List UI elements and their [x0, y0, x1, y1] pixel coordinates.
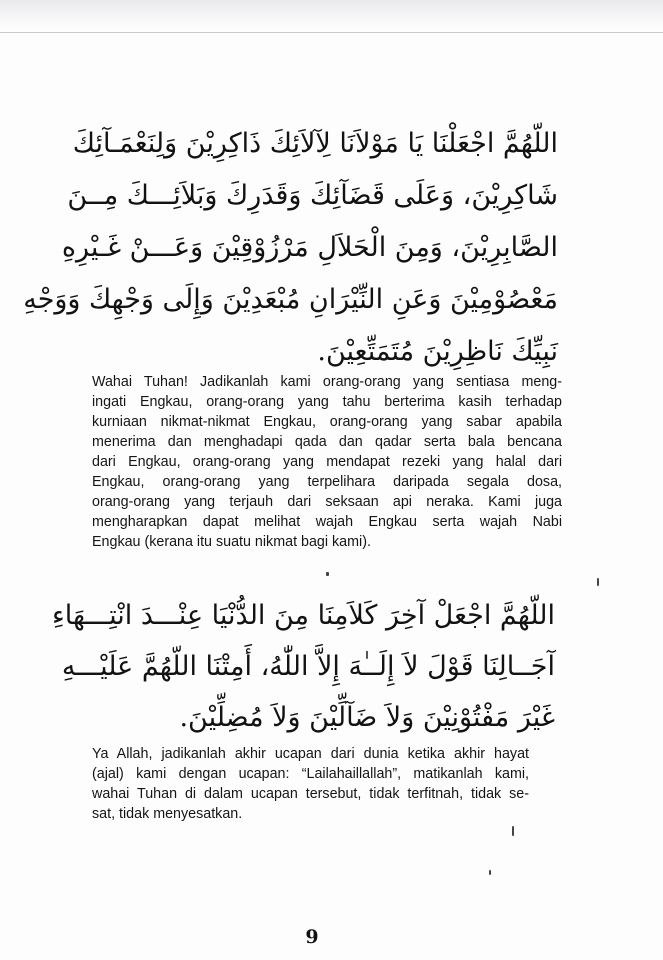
scan-speck — [326, 572, 329, 576]
scan-speck — [512, 826, 514, 836]
malay-translation-2-line: Ya Allah, jadikanlah akhir ucapan dari dunia ketika akhir hayat — [92, 746, 529, 762]
arabic-prayer-1-line: نَبِيِّكَ نَاظِرِيْنَ مُتَمَتِّعِيْنَ. — [317, 336, 558, 367]
arabic-prayer-2 — [52, 590, 555, 743]
page-top-edge-line — [0, 32, 663, 33]
scan-speck — [597, 578, 599, 586]
arabic-prayer-2-line: آجَــالِنَا قَوْلَ لاَ إِلَــٰهَ إِلاَّ اللّٰهُ، أَمِتْنَا اللّهُمَّ عَلَيْـــهِ — [61, 651, 555, 682]
arabic-prayer-1-line: مَعْصُوْمِيْنَ وَعَنِ النِّيْرَانِ مُبْعَدِيْنَ وَإِلَى وَجْهِكَ وَوَجْهِ — [23, 284, 558, 315]
malay-translation-2-line: sat, tidak menyesatkan. — [92, 806, 243, 822]
malay-translation-1-line: mengharapkan dapat melihat wajah Engkau serta wajah Nabi — [92, 514, 562, 530]
malay-translation-1-line: Wahai Tuhan! Jadikanlah kami orang-orang yang sentiasa meng- — [92, 374, 562, 390]
malay-translation-1-line: menerima dan menghadapi qada dan qadar serta bala bencana — [92, 434, 562, 450]
malay-translation-1-line: orang-orang yang terjauh dari seksaan api neraka. Kami juga — [92, 494, 562, 510]
arabic-prayer-1-line: شَاكِرِيْنَ، وَعَلَى قَضَآئِكَ وَقَدَرِكَ وَبَلاَئِـــكَ مِــنَ — [67, 180, 558, 211]
arabic-prayer-2-line: غَيْرَ مَفْتُوْنِيْنَ وَلاَ ضَآلِّيْنَ وَلاَ مُضِلِّيْنَ. — [179, 702, 555, 733]
page-top-shadow — [0, 0, 663, 30]
arabic-prayer-2-line: اللّهُمَّ اجْعَلْ آخِرَ كَلاَمِنَا مِنَ الدُّنْيَا عِنْـــدَ انْتِـــهَاءِ — [52, 600, 555, 631]
malay-translation-1-line: dari Engkau, orang-orang yang mendapat rezeki yang halal dari — [92, 454, 562, 470]
malay-translation-2-line: (ajal) kami dengan ucapan: “Lailahaillallah”, matikanlah kami, — [92, 766, 529, 782]
malay-translation-2-line: wahai Tuhan di dalam ucapan tersebut, tidak terfitnah, tidak se- — [92, 786, 529, 802]
malay-translation-1-line: Engkau, orang-orang yang terpelihara daripada segala dosa, — [92, 474, 562, 490]
scan-speck — [489, 870, 491, 875]
arabic-prayer-1 — [23, 118, 558, 378]
malay-translation-1-line: ingati Engkau, orang-orang yang tahu berterima kasih terhadap — [92, 394, 562, 410]
page-number: 9 — [305, 926, 319, 948]
arabic-prayer-1-line: الصَّابِرِيْنَ، وَمِنَ الْحَلاَلِ مَرْزُوْقِيْنَ وَعَـــنْ غَـيْرِهِ — [61, 232, 558, 263]
malay-translation-2 — [92, 744, 529, 824]
malay-translation-1-line: Engkau (kerana itu suatu nikmat bagi kami). — [92, 534, 371, 550]
malay-translation-1-line: kurniaan nikmat-nikmat Engkau, orang-orang yang sabar apabila — [92, 414, 562, 430]
malay-translation-1 — [92, 372, 562, 552]
arabic-prayer-1-line: اللّهُمَّ اجْعَلْنَا يَا مَوْلاَنَا لِآلاَئِكَ ذَاكِرِيْنَ وَلِنَعْمَـآئِكَ — [72, 128, 558, 159]
